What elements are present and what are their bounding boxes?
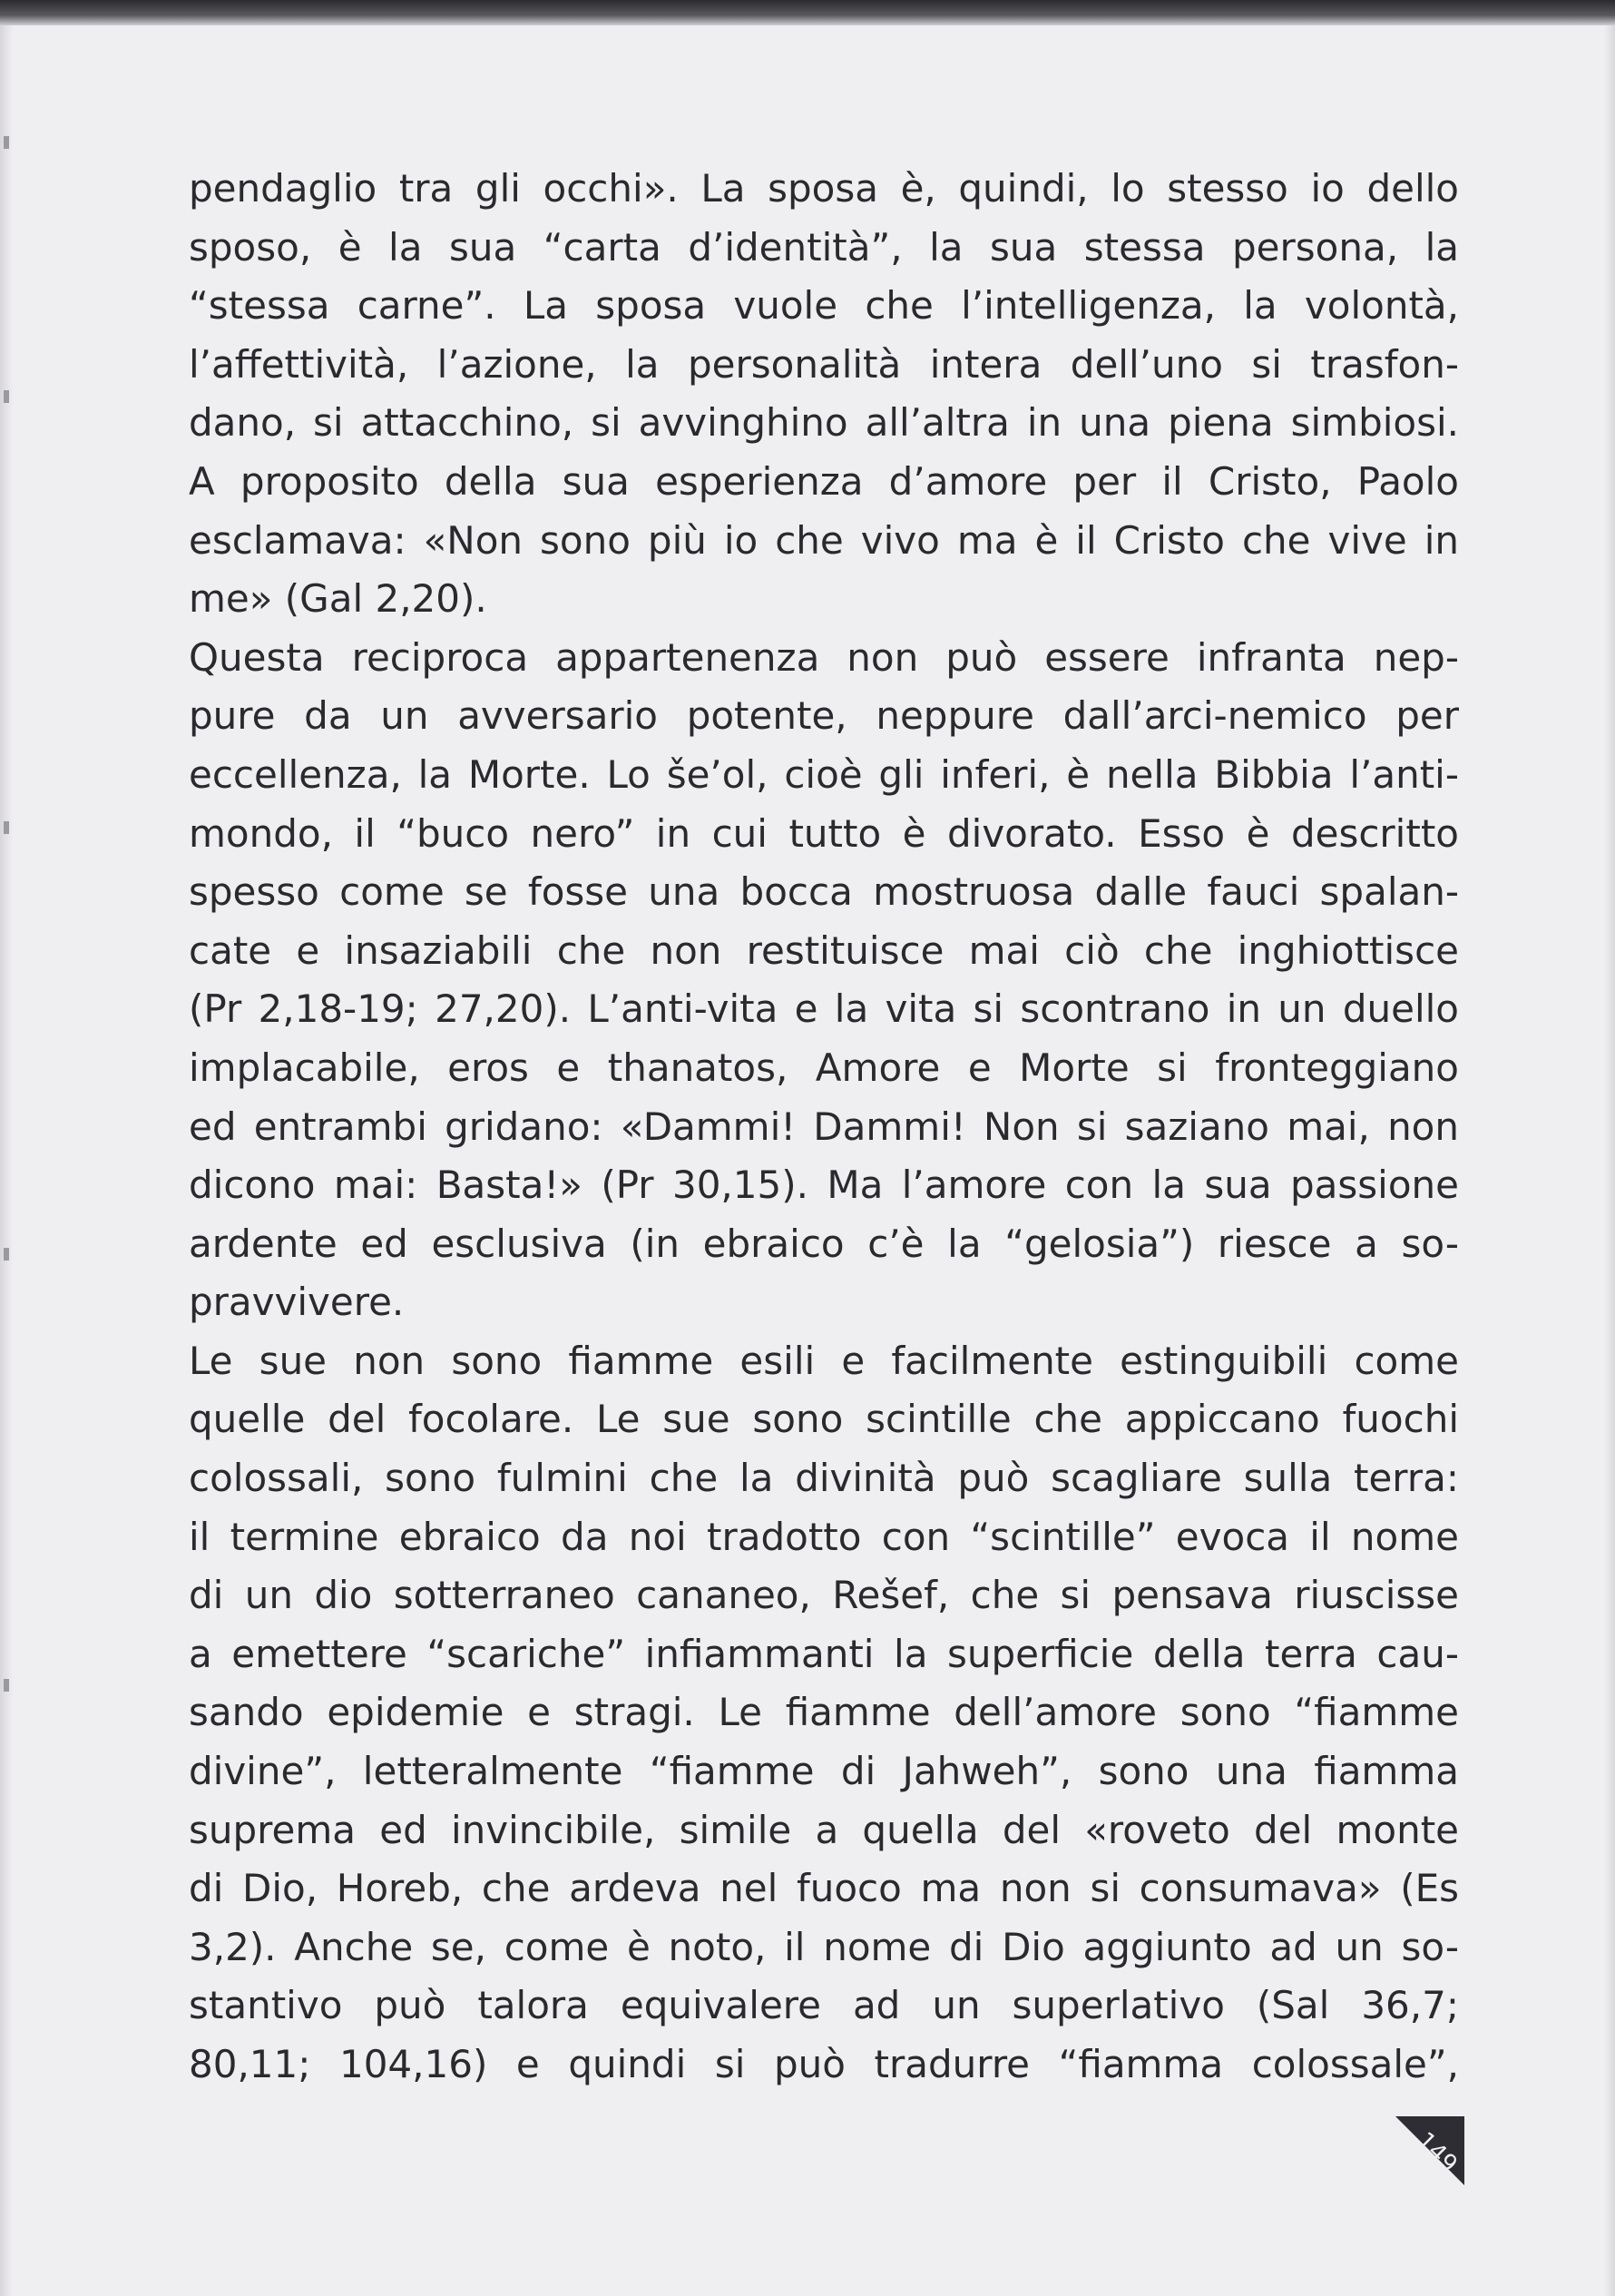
text-line: 3,2). Anche se, come è noto, il nome di Dio aggiunto ad un so- [189,1924,1459,1969]
text-line: 80,11; 104,16) e quindi si può tradurre “fiamma colossale”, [189,2042,1459,2086]
text-line: divine”, letteralmente “fiamme di Jahweh”, sono una fiamma [189,1749,1459,1794]
text-line: (Pr 2,18-19; 27,20). L’anti-vita e la vita si scontrano in un duello [189,986,1459,1032]
text-line: il termine ebraico da noi tradotto con “scintille” evoca il nome [189,1514,1459,1559]
text-line: implacabile, eros e thanatos, Amore e Morte si fronteggiano [189,1045,1459,1090]
text-line: me» (Gal 2,20). [189,576,487,622]
binding-mark [4,390,9,403]
text-line: colossali, sono fulmini che la divinità può scagliare sulla terra: [189,1456,1459,1501]
text-line: pure da un avversario potente, neppure dall’arci-nemico per [189,693,1459,739]
text-line: Questa reciproca appartenenza non può essere infranta nep- [189,634,1459,680]
binding-edge [0,25,13,2296]
page-number: 149 [1411,2126,1463,2179]
text-line: suprema ed invincibile, simile a quella del «roveto del monte [189,1807,1459,1852]
text-line: l’affettività, l’azione, la personalità intera dell’uno si trasfon- [189,341,1459,387]
text-line: A proposito della sua esperienza d’amore per il Cristo, Paolo [189,458,1459,504]
top-page-edge [0,0,1615,25]
text-line: sando epidemie e stragi. Le fiamme dell’amore sono “fiamme [189,1690,1459,1735]
text-line: dano, si attacchino, si avvinghino all’altra in una piena simbiosi. [189,400,1459,446]
text-line: dicono mai: Basta!» (Pr 30,15). Ma l’amore con la sua passione [189,1163,1459,1208]
text-line: ed entrambi gridano: «Dammi! Dammi! Non si saziano mai, non [189,1104,1459,1149]
text-line: a emettere “scariche” infiammanti la superficie della terra cau- [189,1631,1459,1676]
text-line: ardente ed esclusiva (in ebraico c’è la “gelosia”) riesce a so- [189,1221,1459,1266]
text-line: “stessa carne”. La sposa vuole che l’intelligenza, la volontà, [189,283,1459,329]
binding-mark [4,821,9,834]
text-line: esclamava: «Non sono più io che vivo ma è il Cristo che vive in [189,517,1459,563]
text-line: di Dio, Horeb, che ardeva nel fuoco ma non si consumava» (Es [189,1866,1459,1911]
body-text [189,160,1459,2095]
text-line: di un dio sotterraneo cananeo, Rešef, che si pensava riuscisse [189,1573,1459,1618]
text-line: mondo, il “buco nero” in cui tutto è divorato. Esso è descritto [189,810,1459,856]
text-line: pendaglio tra gli occhi». La sposa è, quindi, lo stesso io dello [189,166,1459,211]
right-page-edge [1604,25,1615,2296]
text-line: eccellenza, la Morte. Lo še’ol, cioè gli inferi, è nella Bibbia l’anti- [189,751,1459,797]
text-line: sposo, è la sua “carta d’identità”, la sua stessa persona, la [189,224,1459,270]
text-line: cate e insaziabili che non restituisce mai ciò che inghiottisce [189,927,1459,973]
text-line: Le sue non sono fiamme esili e facilmente estinguibili come [189,1338,1459,1383]
text-line: stantivo può talora equivalere ad un superlativo (Sal 36,7; [189,1983,1459,2028]
text-line: quelle del focolare. Le sue sono scintille che appiccano fuochi [189,1397,1459,1442]
binding-mark [4,136,9,149]
text-line: spesso come se fosse una bocca mostruosa dalle fauci spalan- [189,869,1459,915]
binding-mark [4,1679,9,1692]
page-corner-triangle [1394,2114,1466,2187]
binding-mark [4,1248,9,1261]
page-number-marker [1394,2114,1466,2187]
text-line: pravvivere. [189,1280,405,1325]
